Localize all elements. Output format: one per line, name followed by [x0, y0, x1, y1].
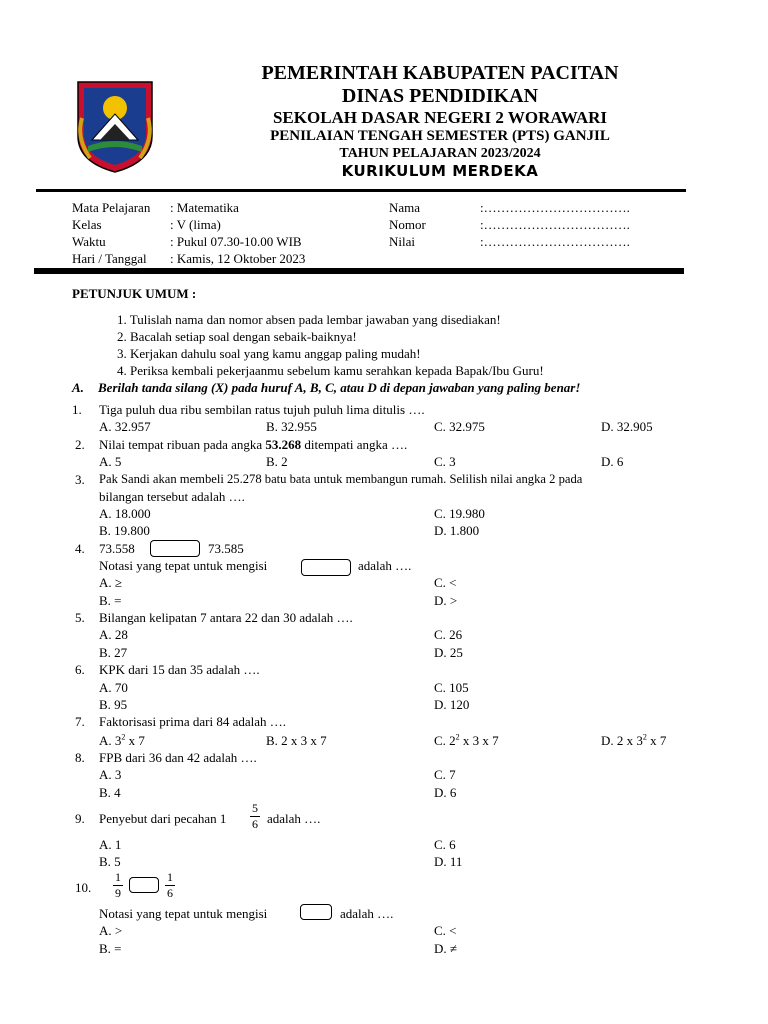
q1-text: Tiga puluh dua ribu sembilan ratus tujuh puluh lima ditulis …. [99, 402, 425, 417]
q6-option-a[interactable]: A. 70 [99, 680, 128, 695]
q3-option-b[interactable]: B. 19.800 [99, 523, 150, 538]
q2-number-bold: 53.268 [265, 437, 302, 452]
q3-number: 3. [75, 472, 85, 487]
q2-text-post: ditempati angka …. [301, 437, 408, 452]
info-values [170, 199, 305, 267]
info-labels [72, 199, 150, 267]
q6-text: KPK dari 15 dan 35 adalah …. [99, 662, 260, 677]
q9-text-post: adalah …. [267, 811, 321, 826]
name-field[interactable]: :……………………………. [480, 200, 630, 215]
q7-a-rest: x 7 [125, 733, 145, 748]
instruction-item: 4. Periksa kembali pekerjaanmu sebelum kamu serahkan kepada Bapak/Ibu Guru! [117, 363, 544, 378]
instructions-title: PETUNJUK UMUM : [72, 286, 197, 301]
header-exam: PENILAIAN TENGAH SEMESTER (PTS) GANJIL [270, 128, 610, 144]
header-government: PEMERINTAH KABUPATEN PACITAN [261, 62, 619, 84]
q3-option-a[interactable]: A. 18.000 [99, 506, 151, 521]
q10-option-b[interactable]: B. = [99, 941, 122, 956]
instruction-item: 1. Tulislah nama dan nomor absen pada lembar jawaban yang disediakan! [117, 312, 501, 327]
q5-option-b[interactable]: B. 27 [99, 645, 128, 660]
q7-text: Faktorisasi prima dari 84 adalah …. [99, 714, 287, 729]
q6-option-b[interactable]: B. 95 [99, 697, 128, 712]
q8-option-c[interactable]: C. 7 [434, 767, 456, 782]
label-time: Waktu [72, 234, 106, 249]
q7-a-exponent: 2 [121, 732, 126, 742]
q4-number: 4. [75, 541, 85, 556]
q1-option-c[interactable]: C. 32.975 [434, 419, 485, 434]
q2-option-c[interactable]: C. 3 [434, 454, 456, 469]
q10-option-c[interactable]: C. < [434, 923, 457, 938]
q1-option-d[interactable]: D. 32.905 [601, 419, 653, 434]
q4-text-post: adalah …. [358, 558, 412, 573]
q7-c-rest: x 3 x 7 [459, 733, 499, 748]
q5-option-c[interactable]: C. 26 [434, 627, 463, 642]
q1-option-b[interactable]: B. 32.955 [266, 419, 317, 434]
q10-fraction-left [113, 871, 123, 900]
q4-comparison-box[interactable] [150, 540, 200, 557]
q4-option-c[interactable]: C. < [434, 575, 457, 590]
value-class: : V (lima) [170, 217, 221, 232]
q8-number: 8. [75, 750, 85, 765]
q6-option-d[interactable]: D. 120 [434, 697, 470, 712]
header-department: DINAS PENDIDIKAN [341, 85, 539, 107]
q1-option-a[interactable]: A. 32.957 [99, 419, 151, 434]
regency-crest-logo [72, 78, 158, 174]
q6-option-c[interactable]: C. 105 [434, 680, 469, 695]
q10-number: 10. [75, 880, 92, 895]
q3-option-c[interactable]: C. 19.980 [434, 506, 485, 521]
q4-option-d[interactable]: D. > [434, 593, 458, 608]
q9-fraction-denominator: 6 [252, 817, 258, 831]
q9-fraction [250, 802, 260, 831]
q8-option-a[interactable]: A. 3 [99, 767, 122, 782]
q9-number: 9. [75, 811, 85, 826]
q5-option-a[interactable]: A. 28 [99, 627, 128, 642]
q3-text-line2: bilangan tersebut adalah …. [99, 489, 245, 504]
q2-number: 2. [75, 437, 85, 452]
q10-text-post: adalah …. [340, 906, 394, 921]
q7-d-rest: x 7 [646, 733, 667, 748]
q10-comparison-box[interactable] [129, 877, 159, 893]
q10-left-denominator: 9 [115, 886, 121, 900]
instruction-item: 3. Kerjakan dahulu soal yang kamu anggap paling mudah! [117, 346, 421, 361]
q1-number: 1. [72, 402, 82, 417]
instruction-item: 2. Bacalah setiap soal dengan sebaik-baiknya! [117, 329, 357, 344]
section-a-instruction: Berilah tanda silang (X) pada huruf A, B, C, atau D di depan jawaban yang paling benar! [98, 380, 581, 395]
q4-left-value: 73.558 [99, 541, 135, 556]
q7-option-c[interactable] [434, 733, 499, 749]
q5-text: Bilangan kelipatan 7 antara 22 dan 30 adalah …. [99, 610, 353, 625]
label-subject: Mata Pelajaran [72, 200, 151, 215]
q10-option-d[interactable]: D. ≠ [434, 941, 458, 956]
q2-option-a[interactable]: A. 5 [99, 454, 122, 469]
q7-d-base: D. 2 x 3 [601, 733, 643, 748]
q4-option-b[interactable]: B. = [99, 593, 122, 608]
number-field[interactable]: :……………………………. [480, 217, 630, 232]
label-name: Nama [389, 200, 421, 215]
header-year: TAHUN PELAJARAN 2023/2024 [339, 146, 541, 161]
q2-text-pre: Nilai tempat ribuan pada angka [99, 437, 266, 452]
q9-option-a[interactable]: A. 1 [99, 837, 122, 852]
section-a-label: A. [72, 380, 84, 395]
label-number: Nomor [389, 217, 426, 232]
value-date: : Kamis, 12 Oktober 2023 [170, 251, 306, 266]
header-curriculum: KURIKULUM MERDEKA [341, 162, 539, 180]
value-subject: : Matematika [170, 200, 239, 215]
value-time: : Pukul 07.30-10.00 WIB [170, 234, 302, 249]
info-divider [34, 268, 684, 274]
q10-left-numerator: 1 [115, 870, 121, 884]
q8-option-b[interactable]: B. 4 [99, 785, 121, 800]
q10-notation-box [300, 904, 332, 920]
q10-option-a[interactable]: A. > [99, 923, 123, 938]
header-school: SEKOLAH DASAR NEGERI 2 WORAWARI [272, 108, 608, 127]
q10-fraction-right [165, 871, 175, 900]
label-score: Nilai [389, 234, 415, 249]
q7-a-base: A. 3 [99, 733, 122, 748]
q2-text [99, 437, 407, 453]
q3-text-line1: Pak Sandi akan membeli 25.278 batu bata untuk membangun rumah. Selilish nilai angka 2 pada [99, 472, 583, 486]
q8-option-d[interactable]: D. 6 [434, 785, 457, 800]
q9-option-c[interactable]: C. 6 [434, 837, 456, 852]
q9-option-b[interactable]: B. 5 [99, 854, 121, 869]
q2-option-d[interactable]: D. 6 [601, 454, 624, 469]
q7-number: 7. [75, 714, 85, 729]
label-class: Kelas [72, 217, 102, 232]
q9-text: Penyebut dari pecahan 1 [99, 811, 227, 826]
q4-option-a[interactable]: A. ≥ [99, 575, 123, 590]
student-labels [389, 199, 426, 250]
q4-text: Notasi yang tepat untuk mengisi [99, 558, 268, 573]
q7-option-b[interactable]: B. 2 x 3 x 7 [266, 733, 327, 748]
q9-option-d[interactable]: D. 11 [434, 854, 463, 869]
q8-text: FPB dari 36 dan 42 adalah …. [99, 750, 257, 765]
q6-number: 6. [75, 662, 85, 677]
score-field[interactable]: :……………………………. [480, 234, 630, 249]
q2-option-b[interactable]: B. 2 [266, 454, 288, 469]
q7-option-a[interactable] [99, 733, 145, 749]
q9-fraction-numerator: 5 [252, 801, 258, 815]
label-date: Hari / Tanggal [72, 251, 147, 266]
q4-right-value: 73.585 [208, 541, 244, 556]
q10-text: Notasi yang tepat untuk mengisi [99, 906, 268, 921]
q7-c-exponent: 2 [455, 732, 460, 742]
q5-option-d[interactable]: D. 25 [434, 645, 463, 660]
q4-notation-box [301, 559, 351, 576]
q7-d-exponent: 2 [642, 732, 647, 742]
q5-number: 5. [75, 610, 85, 625]
q7-option-d[interactable] [601, 733, 666, 749]
instructions-list [117, 311, 544, 379]
q7-c-base: C. 2 [434, 733, 456, 748]
q10-right-numerator: 1 [167, 870, 173, 884]
student-fields [480, 199, 630, 250]
q3-option-d[interactable]: D. 1.800 [434, 523, 480, 538]
header-divider [36, 189, 686, 192]
q10-right-denominator: 6 [167, 886, 173, 900]
